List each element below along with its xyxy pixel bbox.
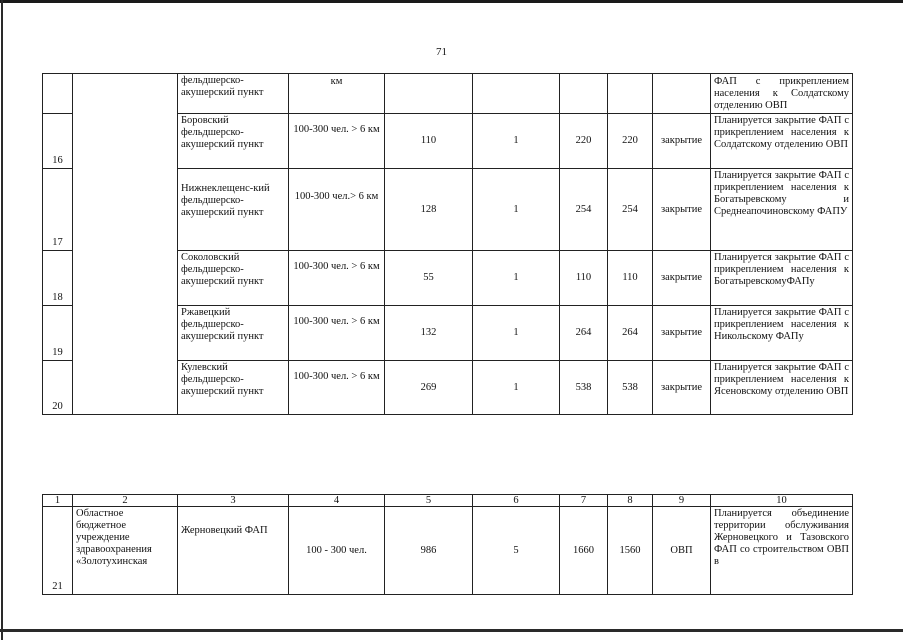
value-b: 254: [608, 169, 653, 251]
planned-action: закрытие: [653, 114, 711, 169]
facilities-table-continued: [42, 73, 853, 415]
row-number: 20: [43, 361, 73, 415]
value-a: 254: [560, 169, 608, 251]
value-a: 538: [560, 361, 608, 415]
column-number: 9: [653, 495, 711, 507]
facility-name: Ржавецкий фельдшерско-акушерский пункт: [178, 306, 289, 361]
table-row: [43, 74, 853, 114]
staff-count: 1: [473, 114, 560, 169]
facility-name: Боровский фельдшерско-акушерский пункт: [178, 114, 289, 169]
value-b: 264: [608, 306, 653, 361]
staff-count: [473, 74, 560, 114]
value-a: 110: [560, 251, 608, 306]
value-b: [608, 74, 653, 114]
value-a: 220: [560, 114, 608, 169]
column-number: 2: [73, 495, 178, 507]
planned-note: Планируется объединение территории обслуживания Жерновецкого и Тазовского ФАП со строительством ОВП в: [711, 507, 853, 595]
staff-count: 1: [473, 361, 560, 415]
staff-count: 1: [473, 251, 560, 306]
column-number: 5: [385, 495, 473, 507]
population: 269: [385, 361, 473, 415]
planned-action: ОВП: [653, 507, 711, 595]
organization-cell: [73, 74, 178, 415]
planned-note: ФАП с прикреплением населения к Солдатскому отделению ОВП: [711, 74, 853, 114]
planned-action: закрытие: [653, 361, 711, 415]
population: 986: [385, 507, 473, 595]
value-a: 264: [560, 306, 608, 361]
distance-criteria: км: [289, 74, 385, 114]
facility-name: Кулевский фельдшерско-акушерский пункт: [178, 361, 289, 415]
organization-name: Областное бюджетное учреждение здравоохранения «Золотухинская: [73, 507, 178, 595]
column-numbers-row: [43, 495, 853, 507]
column-number: 1: [43, 495, 73, 507]
planned-note: Планируется закрытие ФАП с прикреплением населения к Богатыревскому и Среднеапочиновскому ФАПУ: [711, 169, 853, 251]
staff-count: 5: [473, 507, 560, 595]
distance-criteria: 100-300 чел. > 6 км: [289, 306, 385, 361]
distance-criteria: 100 - 300 чел.: [289, 507, 385, 595]
distance-criteria: 100-300 чел. > 6 км: [289, 114, 385, 169]
column-number: 10: [711, 495, 853, 507]
page-number: 71: [436, 46, 447, 58]
planned-note: Планируется закрытие ФАП с прикреплением населения к Никольскому ФАПу: [711, 306, 853, 361]
planned-note: Планируется закрытие ФАП с прикреплением населения к Ясеновскому отделению ОВП: [711, 361, 853, 415]
population: 55: [385, 251, 473, 306]
row-number: [43, 74, 73, 114]
page-edge-top: [0, 0, 903, 3]
value-b: 538: [608, 361, 653, 415]
row-number: 18: [43, 251, 73, 306]
planned-action: закрытие: [653, 251, 711, 306]
population: 110: [385, 114, 473, 169]
row-number: 17: [43, 169, 73, 251]
page-edge-left: [1, 0, 3, 640]
planned-action: [653, 74, 711, 114]
page-edge-bottom: [0, 629, 903, 632]
value-a: [560, 74, 608, 114]
population: 128: [385, 169, 473, 251]
staff-count: 1: [473, 306, 560, 361]
facility-name: фельдшерско-акушерский пункт: [178, 74, 289, 114]
facility-name: Соколовский фельдшерско-акушерский пункт: [178, 251, 289, 306]
distance-criteria: 100-300 чел. > 6 км: [289, 251, 385, 306]
population: 132: [385, 306, 473, 361]
value-b: 1560: [608, 507, 653, 595]
planned-note: Планируется закрытие ФАП с прикреплением населения к Солдатскому отделению ОВП: [711, 114, 853, 169]
row-number: 19: [43, 306, 73, 361]
column-number: 4: [289, 495, 385, 507]
table-row: [43, 507, 853, 595]
distance-criteria: 100-300 чел.> 6 км: [289, 169, 385, 251]
facility-name: Нижнеклещенс-кий фельдшерско-акушерский пункт: [178, 169, 289, 251]
planned-action: закрытие: [653, 306, 711, 361]
column-number: 7: [560, 495, 608, 507]
column-number: 8: [608, 495, 653, 507]
column-number: 3: [178, 495, 289, 507]
distance-criteria: 100-300 чел. > 6 км: [289, 361, 385, 415]
facility-name: Жерновецкий ФАП: [178, 507, 289, 595]
row-number: 21: [43, 507, 73, 595]
planned-note: Планируется закрытие ФАП с прикреплением населения к БогатыревскомуФАПу: [711, 251, 853, 306]
row-number: 16: [43, 114, 73, 169]
value-b: 110: [608, 251, 653, 306]
planned-action: закрытие: [653, 169, 711, 251]
staff-count: 1: [473, 169, 560, 251]
population: [385, 74, 473, 114]
value-a: 1660: [560, 507, 608, 595]
value-b: 220: [608, 114, 653, 169]
facilities-table-next: [42, 494, 853, 595]
column-number: 6: [473, 495, 560, 507]
